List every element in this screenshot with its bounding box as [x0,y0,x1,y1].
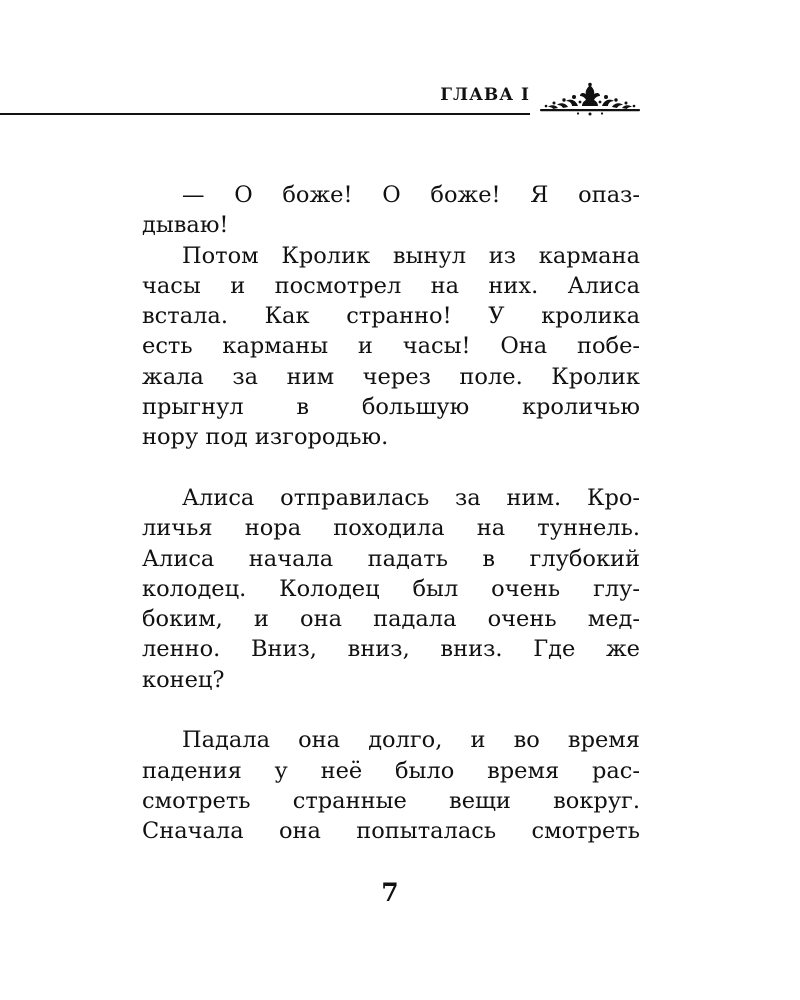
text-line: личья нора походила на туннель. [142,515,640,542]
text-line: Сначала она попыталась смотреть [142,818,640,845]
text-line: Падала она долго, и во время [182,727,640,754]
text-line: прыгнул в большую кроличью [142,394,640,421]
chapter-title: ГЛАВА I [440,85,530,105]
text-line: дываю! [142,212,229,239]
text-line: Алиса начала падать в глубокий [142,545,640,572]
paragraph [142,180,640,241]
page-number: 7 [381,878,399,907]
paragraph [142,725,640,846]
text-line: колодец. Колодец был очень глу- [142,575,640,602]
paragraph-gap [142,453,640,483]
text-line: нору под изгородью. [142,424,389,451]
text-line: Алиса отправилась за ним. Кро- [182,484,640,511]
floral-ornament-icon [538,82,642,116]
paragraph-gap [142,695,640,725]
body-text [142,180,640,847]
paragraph [142,241,640,453]
text-line: — О боже! О боже! Я опаз- [182,182,640,208]
text-line: жала за ним через поле. Кролик [142,363,640,390]
running-header [0,0,800,130]
text-line: смотреть странные вещи вокруг. [142,787,640,814]
text-line: часы и посмотрел на них. Алиса [142,272,640,299]
text-line: встала. Как странно! У кролика [142,303,640,330]
text-line: Потом Кролик вынул из кармана [182,242,640,269]
text-line: ленно. Вниз, вниз, вниз. Где же [142,636,640,663]
header-rule [0,113,530,115]
text-line: падения у неё было время рас- [142,757,640,784]
paragraph [142,483,640,695]
text-line: конец? [142,666,225,693]
text-line: есть карманы и часы! Она побе- [142,333,640,360]
text-line: боким, и она падала очень мед- [142,606,640,633]
